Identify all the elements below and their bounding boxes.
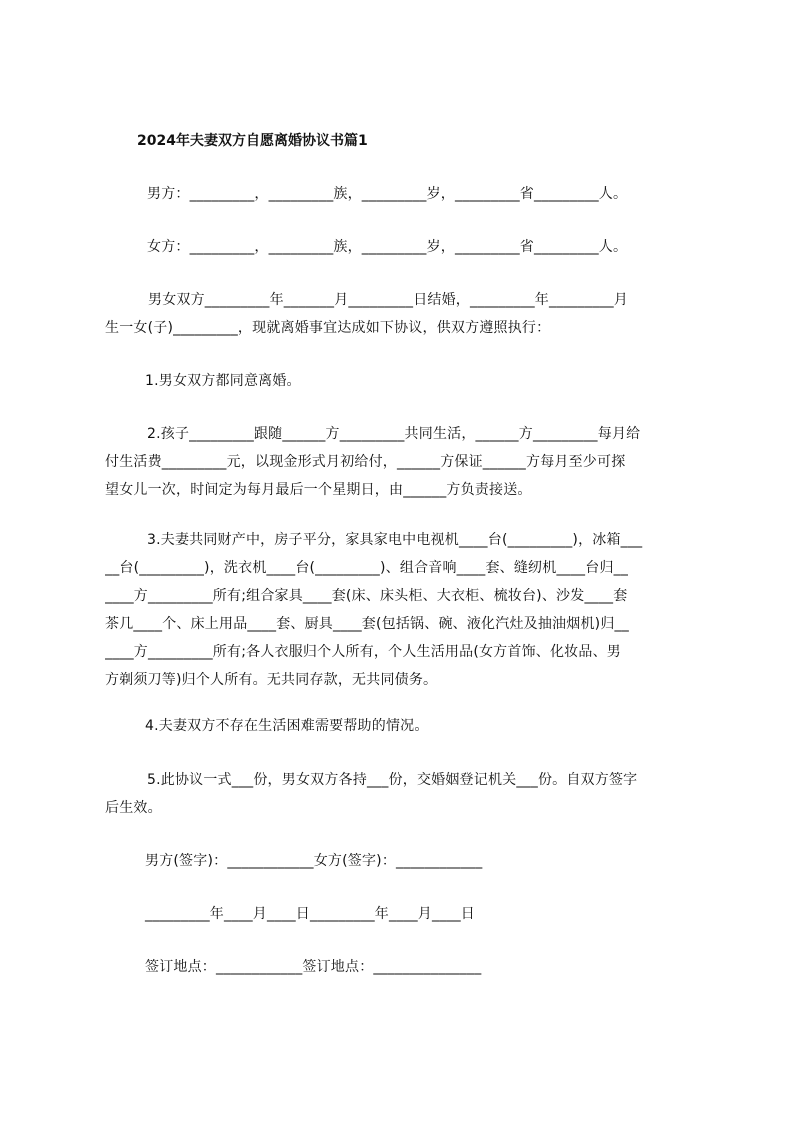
clause-5-line: 后生效。 <box>105 800 162 816</box>
clause-3-line: ____方_________所有;各人衣服归个人所有，个人生活用品(女方首饰、化妆品、男 <box>105 644 621 660</box>
intro-line: 男女双方_________年_______月_________日结婚，_________年_________月 <box>148 292 628 308</box>
clause-5-paragraph <box>105 766 701 822</box>
clause-3-paragraph <box>105 526 701 694</box>
clause-3-line: 茶几____个、床上用品____套、厨具____套(包括锅、碗、液化汽灶及抽油烟机)归__ <box>105 616 629 632</box>
clause-3-line: 方剃须刀等)归个人所有。无共同存款，无共同债务。 <box>105 672 438 688</box>
clause-2-paragraph <box>105 420 701 504</box>
clause-2-line: 付生活费_________元，以现金形式月初给付，______方保证______方每月至少可探 <box>105 454 626 470</box>
clause-1: 1.男女双方都同意离婚。 <box>145 373 301 389</box>
clause-3-line: 3.夫妻共同财产中，房子平分，家具家电中电视机____台(_________)，冰箱___ <box>147 532 643 548</box>
signature-line: 男方(签字)：____________女方(签字)：____________ <box>145 853 483 869</box>
signing-place-line: 签订地点：____________签订地点：_______________ <box>145 959 482 975</box>
clause-2-line: 2.孩子_________跟随______方_________共同生活，______方_________每月给 <box>147 426 641 442</box>
document-title: 2024年夫妻双方自愿离婚协议书篇1 <box>137 133 368 149</box>
intro-paragraph <box>105 286 701 342</box>
clause-3-line: ____方_________所有;组合家具____套(床、床头柜、大衣柜、梳妆台)、沙发____套 <box>105 588 628 604</box>
female-party-line: 女方：_________，_________族，_________岁，_________省_________人。 <box>147 239 628 255</box>
clause-3-line: __台(_________)，洗衣机____台(_________)、组合音响____套、缝纫机____台归__ <box>105 560 629 576</box>
clause-2-line: 望女儿一次，时间定为每月最后一个星期日，由______方负责接送。 <box>105 482 532 498</box>
clause-4: 4.夫妻双方不存在生活困难需要帮助的情况。 <box>145 718 429 734</box>
male-party-line: 男方：_________，_________族，_________岁，_________省_________人。 <box>147 186 628 202</box>
intro-line: 生一女(子)_________，现就离婚事宜达成如下协议，供双方遵照执行： <box>105 320 551 336</box>
clause-5-line: 5.此协议一式___份，男女双方各持___份，交婚姻登记机关___份。自双方签字 <box>147 772 638 788</box>
date-line: _________年____月____日_________年____月____日 <box>145 906 475 922</box>
